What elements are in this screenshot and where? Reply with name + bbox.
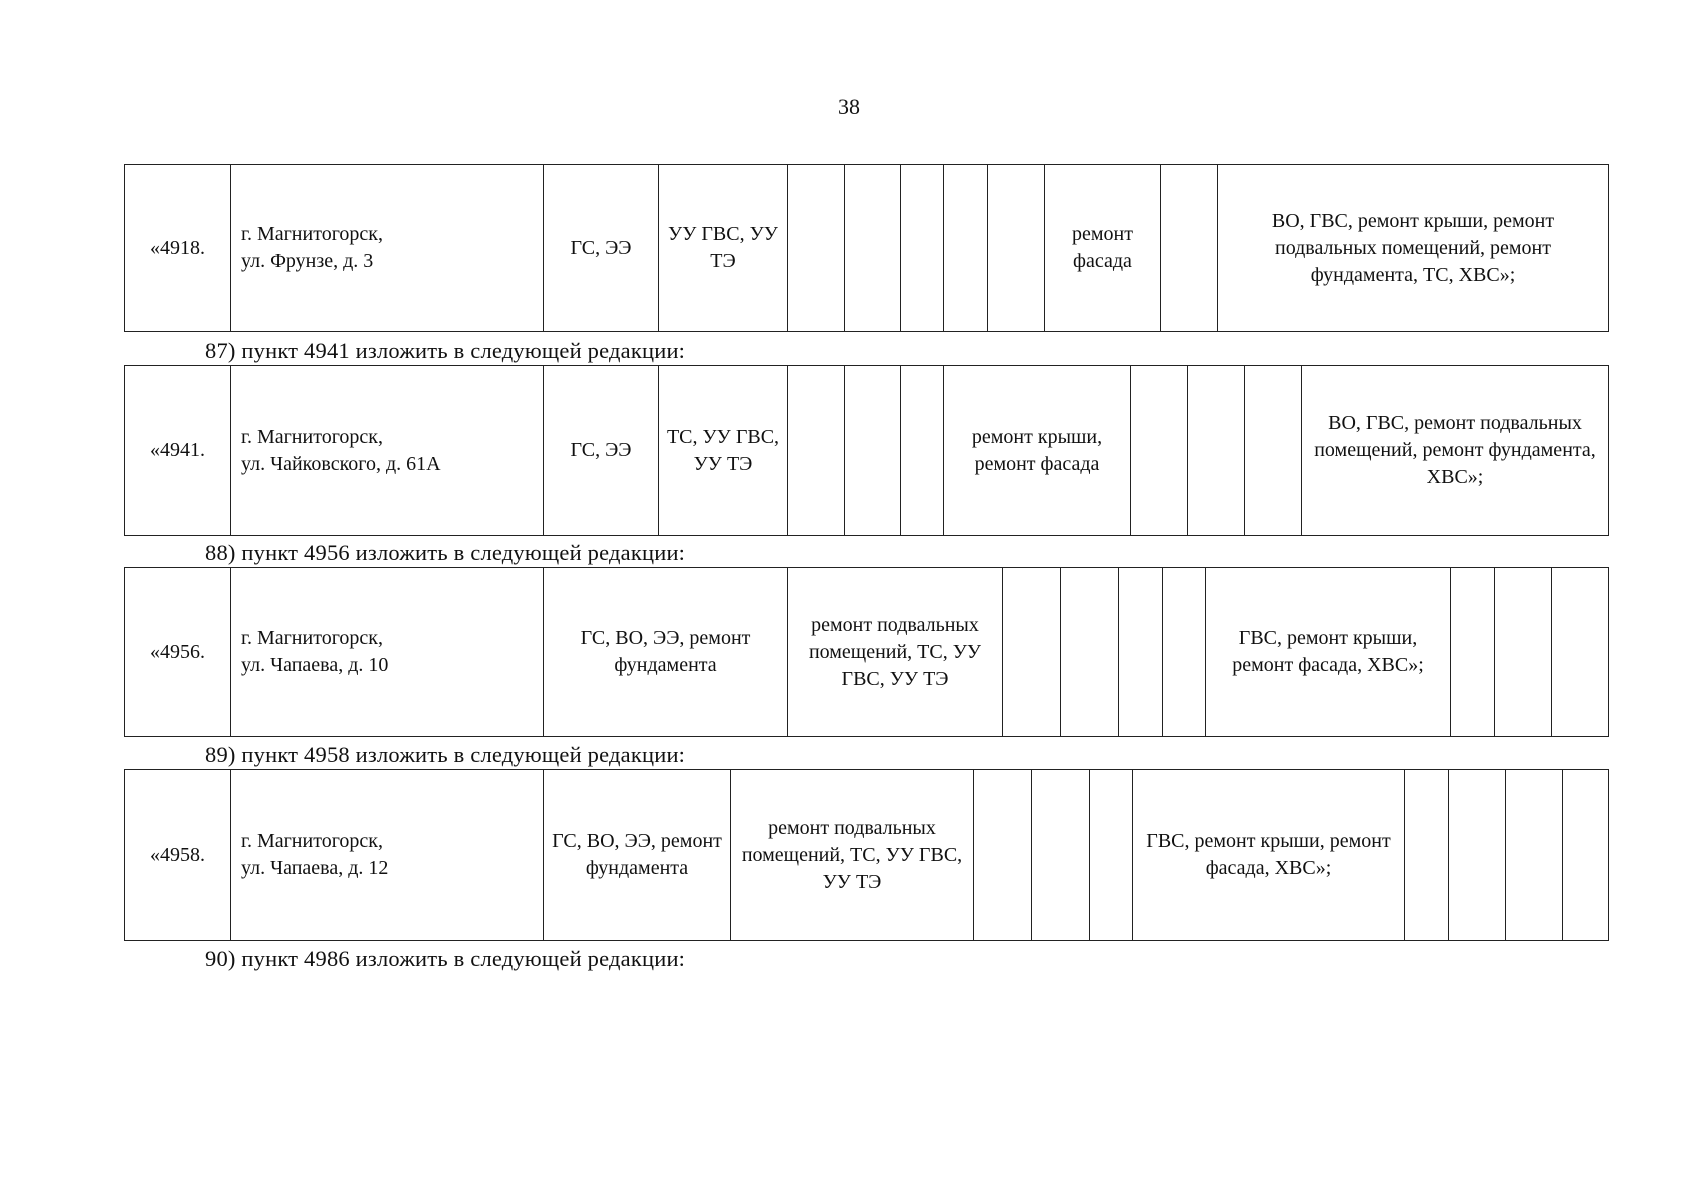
empty-cell: [1563, 770, 1609, 941]
table-row: [125, 568, 1609, 737]
works-cell: УУ ГВС, УУ ТЭ: [659, 165, 788, 332]
empty-cell: [788, 165, 845, 332]
works-cell: ГС, ВО, ЭЭ, ремонт фундамента: [544, 568, 788, 737]
address-cell: [231, 165, 544, 332]
empty-cell: [845, 366, 901, 536]
clause-90: 90) пункт 4986 изложить в следующей редакции:: [205, 946, 686, 971]
works-cell: ремонт фасада: [1045, 165, 1161, 332]
empty-cell: [1451, 568, 1495, 737]
empty-cell: [1161, 165, 1218, 332]
address-city: г. Магнитогорск,: [241, 627, 383, 649]
empty-cell: [1090, 770, 1133, 941]
address-city: г. Магнитогорск,: [241, 830, 383, 852]
empty-cell: [901, 165, 944, 332]
empty-cell: [1163, 568, 1206, 737]
address-city: г. Магнитогорск,: [241, 223, 383, 245]
works-cell: ГС, ЭЭ: [544, 366, 659, 536]
works-cell: ТС, УУ ГВС, УУ ТЭ: [659, 366, 788, 536]
empty-cell: [1245, 366, 1302, 536]
address-street: ул. Чайковского, д. 61А: [241, 452, 441, 475]
empty-cell: [1405, 770, 1449, 941]
item-number: «4958.: [125, 770, 231, 941]
address-cell: [231, 366, 544, 536]
clause-87: 87) пункт 4941 изложить в следующей редакции:: [205, 338, 686, 363]
item-number: «4941.: [125, 366, 231, 536]
table-item-4958: [124, 769, 1609, 941]
table-row: [125, 366, 1609, 536]
address-street: ул. Фрунзе, д. 3: [241, 250, 374, 272]
address-cell: [231, 568, 544, 737]
address-cell: [231, 770, 544, 941]
clause-89: 89) пункт 4958 изложить в следующей редакции:: [205, 742, 686, 767]
address-street: ул. Чапаева, д. 10: [241, 654, 389, 676]
table-row: [125, 770, 1609, 941]
works-cell: ремонт подвальных помещений, ТС, УУ ГВС, УУ ТЭ: [788, 568, 1003, 737]
empty-cell: [1003, 568, 1061, 737]
empty-cell: [1552, 568, 1609, 737]
address-street: ул. Чапаева, д. 12: [241, 857, 389, 879]
empty-cell: [845, 165, 901, 332]
clause-88: 88) пункт 4956 изложить в следующей редакции:: [205, 540, 686, 565]
table-item-4941: [124, 365, 1609, 536]
empty-cell: [1495, 568, 1552, 737]
item-number: «4956.: [125, 568, 231, 737]
works-cell: ремонт подвальных помещений, ТС, УУ ГВС, УУ ТЭ: [731, 770, 974, 941]
works-cell: ВО, ГВС, ремонт подвальных помещений, ремонт фундамента, ХВС»;: [1302, 366, 1609, 536]
table-row: [125, 165, 1609, 332]
empty-cell: [974, 770, 1032, 941]
table-item-4918: [124, 164, 1609, 332]
empty-cell: [1449, 770, 1506, 941]
page-number: 38: [838, 94, 860, 119]
works-cell: ВО, ГВС, ремонт крыши, ремонт подвальных помещений, ремонт фундамента, ТС, ХВС»;: [1218, 165, 1609, 332]
works-cell: ГВС, ремонт крыши, ремонт фасада, ХВС»;: [1133, 770, 1405, 941]
works-cell: ГС, ВО, ЭЭ, ремонт фундамента: [544, 770, 731, 941]
empty-cell: [1188, 366, 1245, 536]
empty-cell: [788, 366, 845, 536]
empty-cell: [1506, 770, 1563, 941]
empty-cell: [1119, 568, 1163, 737]
works-cell: ГВС, ремонт крыши, ремонт фасада, ХВС»;: [1206, 568, 1451, 737]
table-item-4956: [124, 567, 1609, 737]
empty-cell: [901, 366, 944, 536]
empty-cell: [1061, 568, 1119, 737]
empty-cell: [988, 165, 1045, 332]
item-number: «4918.: [125, 165, 231, 332]
empty-cell: [1131, 366, 1188, 536]
address-city: г. Магнитогорск,: [241, 425, 383, 448]
works-cell: ГС, ЭЭ: [544, 165, 659, 332]
empty-cell: [944, 165, 988, 332]
empty-cell: [1032, 770, 1090, 941]
works-cell: ремонт крыши, ремонт фасада: [944, 366, 1131, 536]
